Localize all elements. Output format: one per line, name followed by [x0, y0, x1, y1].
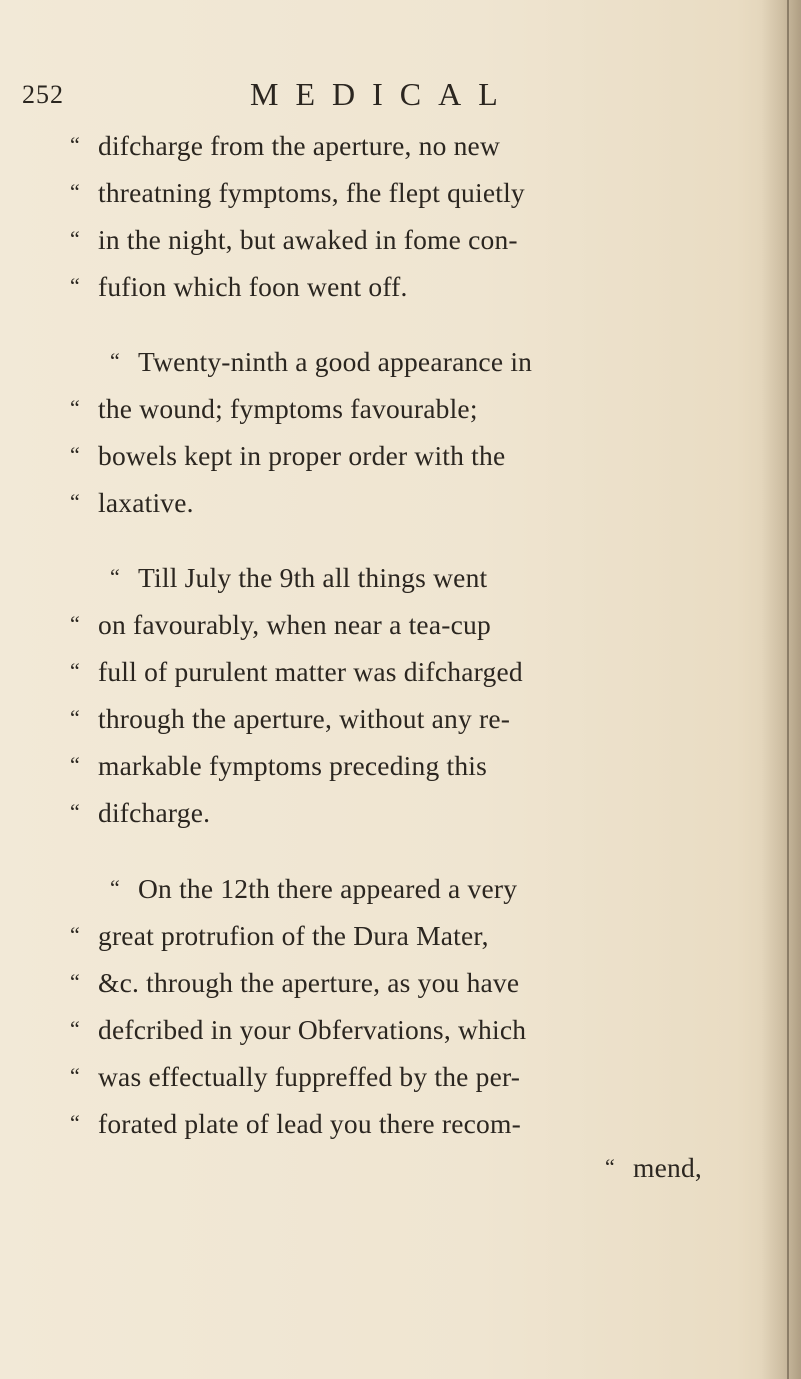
text-line [70, 1061, 520, 1093]
quote-mark: “ [70, 489, 80, 514]
quote-mark: “ [110, 564, 120, 589]
text-line [70, 393, 478, 425]
quote-mark: “ [70, 752, 80, 777]
line-text: bowels kept in proper order with the [98, 440, 506, 471]
text-line [70, 656, 523, 688]
text-line [70, 130, 500, 162]
quote-mark: “ [70, 1016, 80, 1041]
line-text: markable fymptoms preceding this [98, 750, 488, 781]
line-text: &c. through the aperture, as you have [98, 967, 520, 998]
line-text: On the 12th there appeared a very [138, 873, 518, 904]
text-line [70, 224, 518, 256]
line-text: defcribed in your Obfervations, which [98, 1014, 527, 1045]
text-line [70, 750, 487, 782]
text-line [70, 440, 505, 472]
line-text: difcharge from the aperture, no new [98, 130, 501, 161]
running-head: MEDICAL [250, 76, 515, 112]
quote-mark: “ [70, 969, 80, 994]
quote-mark: “ [110, 348, 120, 373]
quote-mark: “ [70, 226, 80, 251]
line-text: threatning fymptoms, fhe flept quietly [98, 177, 525, 208]
text-line [110, 873, 517, 905]
quote-mark: “ [70, 922, 80, 947]
quote-mark: “ [70, 1063, 80, 1088]
quote-mark: “ [110, 875, 120, 900]
quote-mark: “ [70, 395, 80, 420]
text-line [70, 487, 194, 519]
text-line [70, 797, 210, 829]
quote-mark: “ [70, 179, 80, 204]
text-line [70, 703, 510, 735]
text-line [70, 271, 408, 303]
quote-mark: “ [605, 1154, 615, 1179]
catchword-text: mend, [633, 1152, 702, 1183]
quote-mark: “ [70, 705, 80, 730]
line-text: in the night, but awaked in fome con- [98, 224, 518, 255]
line-text: laxative. [98, 487, 194, 518]
line-text: full of purulent matter was difcharged [98, 656, 523, 687]
quote-mark: “ [70, 132, 80, 157]
text-line [70, 1014, 526, 1046]
line-text: Till July the 9th all things went [138, 562, 488, 593]
line-text: through the aperture, without any re- [98, 703, 511, 734]
line-text: difcharge. [98, 797, 211, 828]
line-text: forated plate of lead you there recom- [98, 1108, 521, 1139]
page-gutter-shadow [761, 0, 801, 1379]
text-line [70, 967, 519, 999]
text-line [70, 920, 489, 952]
quote-mark: “ [70, 658, 80, 683]
line-text: the wound; fymptoms favourable; [98, 393, 478, 424]
line-text: was effectually fuppreffed by the per- [98, 1061, 521, 1092]
quote-mark: “ [70, 799, 80, 824]
catchword [605, 1152, 702, 1184]
text-line [110, 346, 532, 378]
text-line [70, 1108, 521, 1140]
quote-mark: “ [70, 1110, 80, 1135]
line-text: Twenty-ninth a good appearance in [138, 346, 533, 377]
line-text: great protrufion of the Dura Mater, [98, 920, 489, 951]
line-text: fufion which foon went off. [98, 271, 408, 302]
quote-mark: “ [70, 442, 80, 467]
quote-mark: “ [70, 611, 80, 636]
text-line [70, 609, 491, 641]
page-number: 252 [22, 80, 64, 109]
quote-mark: “ [70, 273, 80, 298]
text-line [70, 177, 525, 209]
text-line [110, 562, 487, 594]
page-edge-line [787, 0, 789, 1379]
line-text: on favourably, when near a tea-cup [98, 609, 491, 640]
